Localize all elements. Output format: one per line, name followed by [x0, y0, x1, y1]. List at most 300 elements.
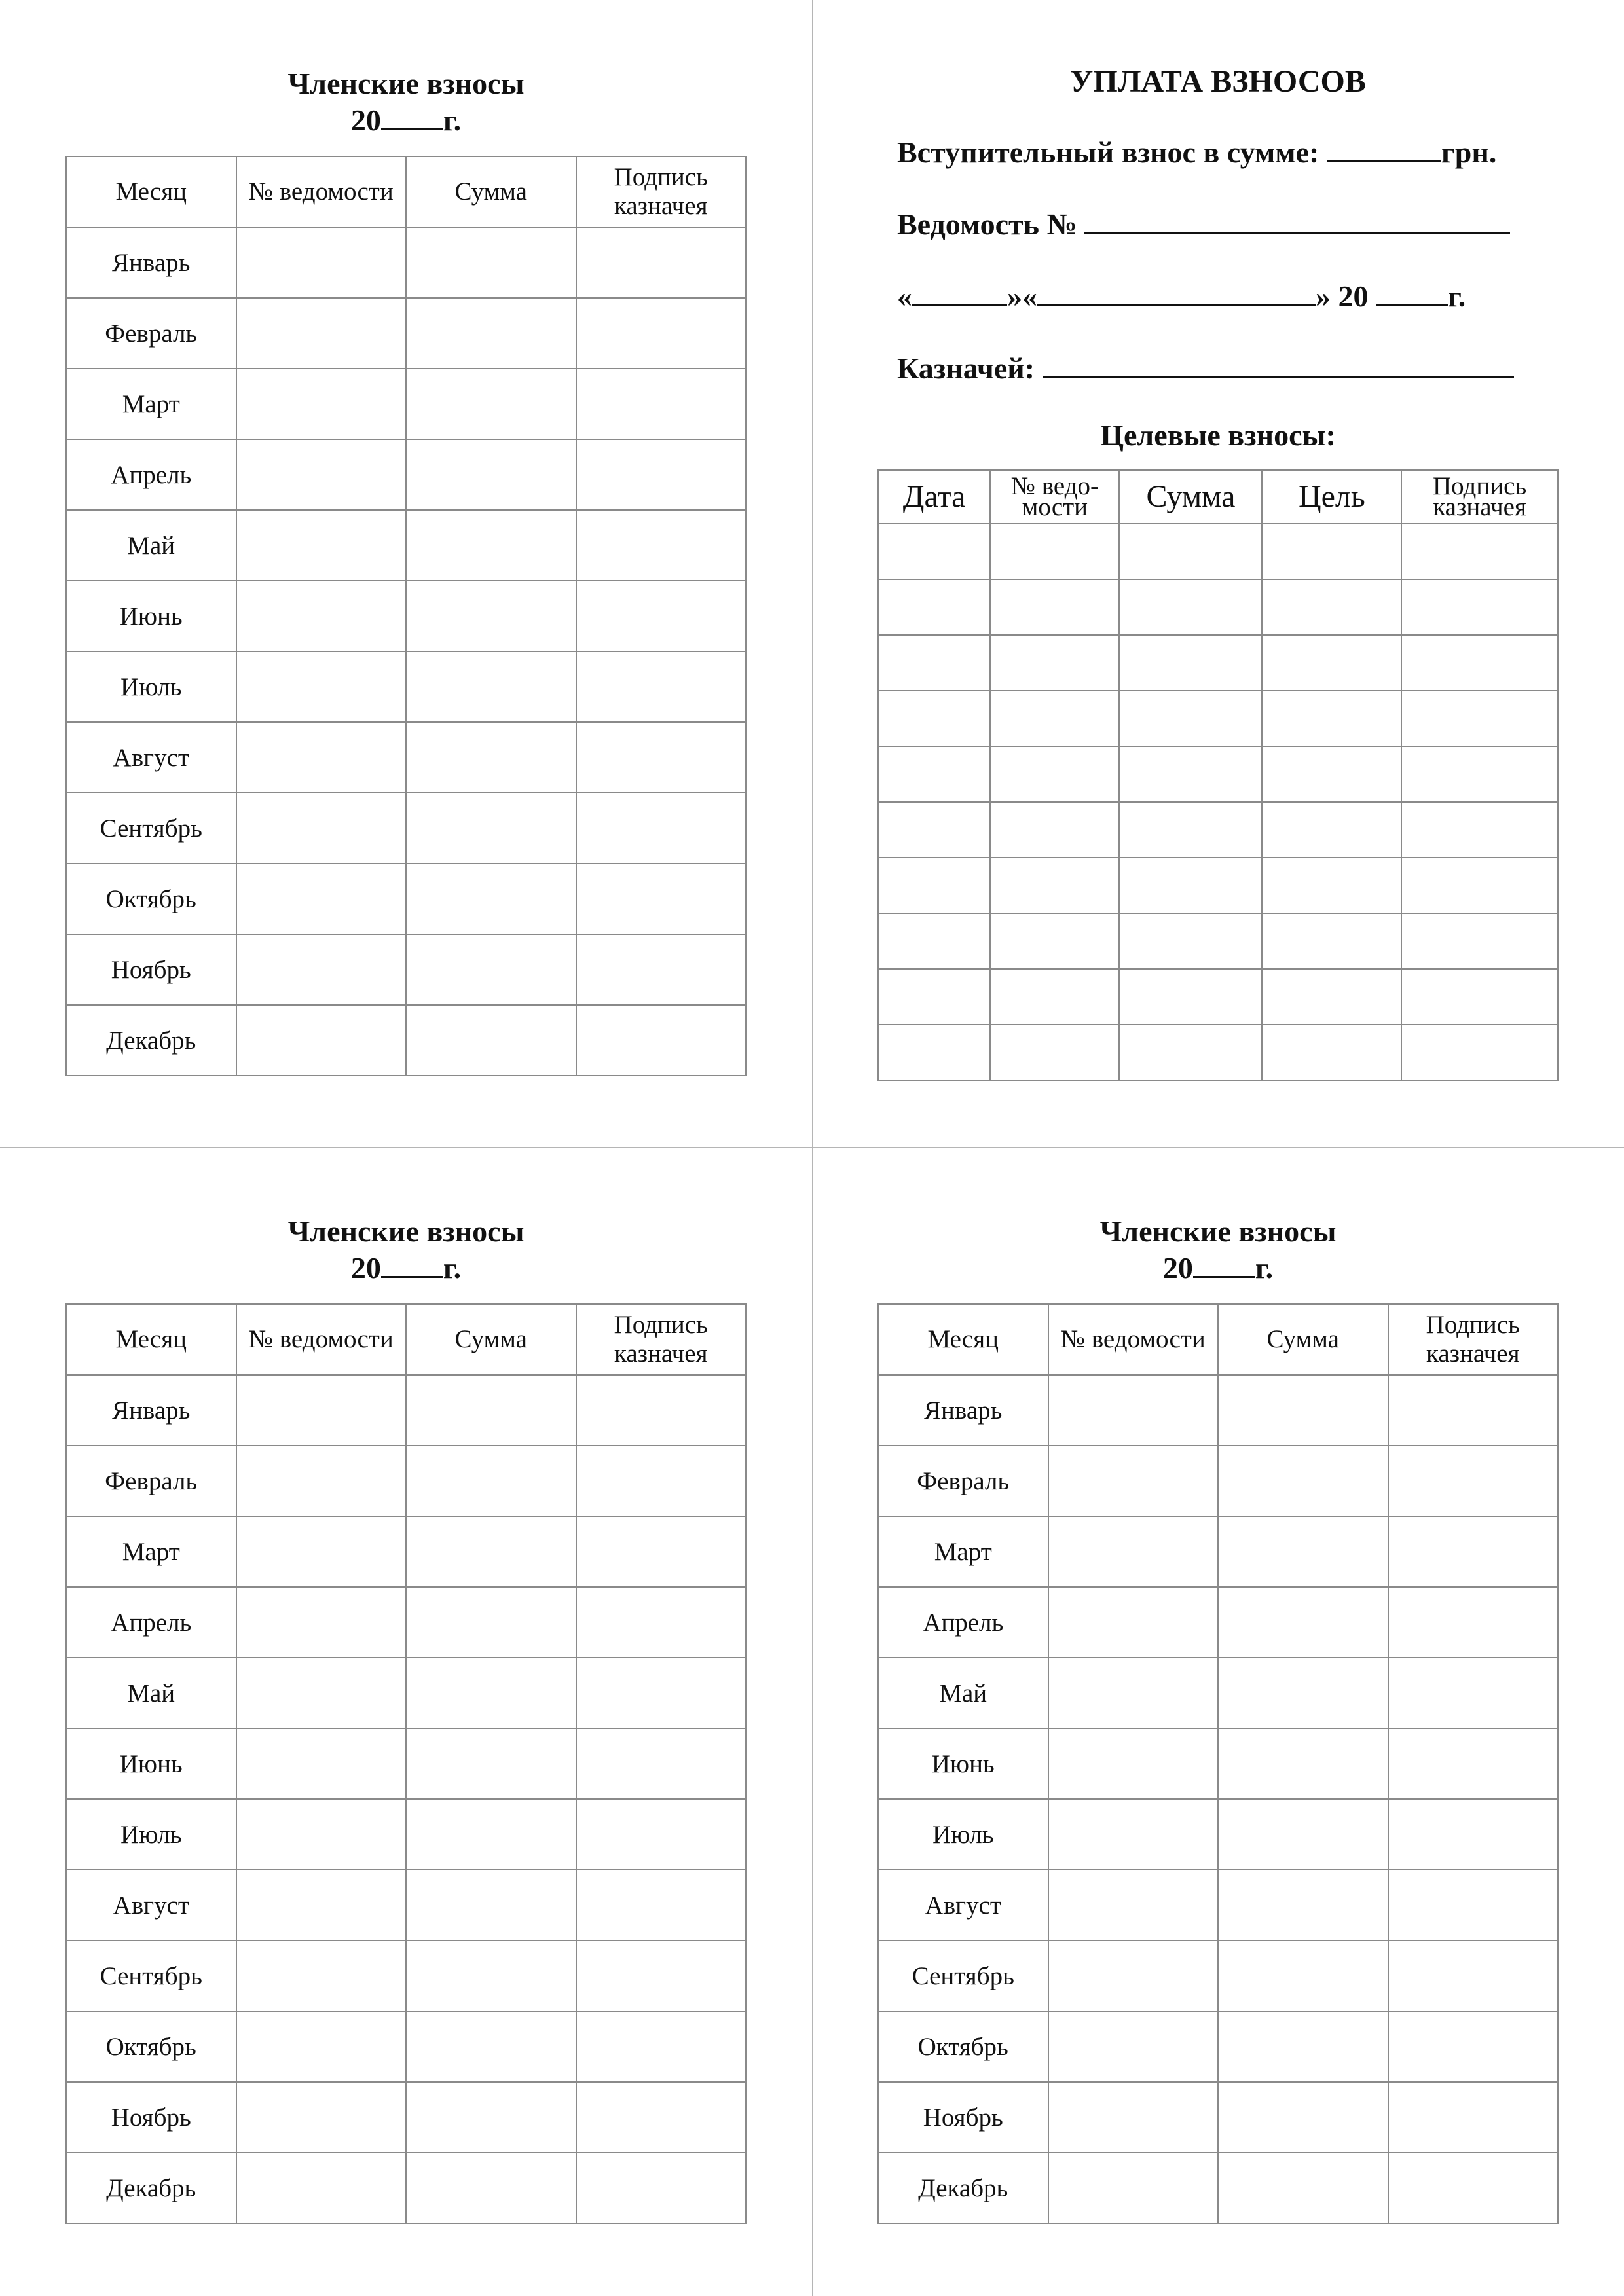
purpose-cell[interactable]: [1262, 913, 1401, 969]
purpose-cell[interactable]: [1262, 858, 1401, 913]
column-header-purpose: Цель: [1262, 470, 1401, 524]
table-row: [66, 793, 746, 864]
month-cell: Май: [66, 1658, 236, 1728]
column-header-month: Месяц: [878, 1304, 1048, 1375]
entry-fee-blank[interactable]: [1327, 137, 1441, 162]
date-middle-quotes: »«: [1007, 280, 1037, 313]
column-header-signature: Подпись казначея: [576, 1304, 747, 1375]
signature-cell[interactable]: [1401, 913, 1558, 969]
month-cell: Ноябрь: [878, 2082, 1048, 2153]
amount-cell[interactable]: [1218, 1516, 1388, 1587]
statement-cell[interactable]: [236, 793, 407, 864]
signature-cell[interactable]: [1401, 524, 1558, 579]
statement-cell[interactable]: [236, 864, 407, 934]
amount-cell[interactable]: [1119, 746, 1262, 802]
signature-cell[interactable]: [1388, 1799, 1559, 1870]
signature-cell[interactable]: [576, 1516, 747, 1587]
year-prefix: 20: [350, 1251, 381, 1285]
signature-cell[interactable]: [1388, 1587, 1559, 1658]
table-row: [878, 746, 1558, 802]
amount-cell[interactable]: [1119, 524, 1262, 579]
amount-cell[interactable]: [1218, 1799, 1388, 1870]
membership-title: Членские взносы: [287, 1214, 525, 1248]
year-prefix: 20: [1162, 1251, 1193, 1285]
statement-cell[interactable]: [236, 227, 407, 298]
column-header-signature: Подпись казначея: [1388, 1304, 1559, 1375]
column-header-amount: Сумма: [1218, 1304, 1388, 1375]
statement-cell[interactable]: [990, 913, 1119, 969]
signature-cell[interactable]: [1388, 1870, 1559, 1941]
amount-cell[interactable]: [1218, 1658, 1388, 1728]
year-line: [65, 102, 747, 139]
table-row: [66, 2153, 746, 2223]
table-header-row: [878, 470, 1558, 524]
signature-cell[interactable]: [1401, 969, 1558, 1025]
date-cell[interactable]: [878, 691, 990, 746]
signature-cell[interactable]: [576, 1587, 747, 1658]
table-row: [878, 1375, 1558, 1446]
date-cell[interactable]: [878, 746, 990, 802]
amount-cell[interactable]: [1218, 1587, 1388, 1658]
amount-cell[interactable]: [406, 227, 576, 298]
table-row: [66, 1587, 746, 1658]
year-suffix: г.: [443, 103, 462, 137]
table-row: [66, 510, 746, 581]
date-year-blank[interactable]: [1376, 281, 1448, 306]
amount-cell[interactable]: [406, 1587, 576, 1658]
signature-cell[interactable]: [576, 1005, 747, 1076]
target-fees-table: [877, 469, 1559, 1081]
table-row: [878, 1587, 1558, 1658]
table-row: [66, 1799, 746, 1870]
signature-cell[interactable]: [576, 2082, 747, 2153]
amount-cell[interactable]: [1218, 2153, 1388, 2223]
statement-cell[interactable]: [990, 746, 1119, 802]
table-row: [66, 1941, 746, 2011]
statement-cell[interactable]: [1048, 1516, 1219, 1587]
column-header-signature: Подпись казначея: [576, 156, 747, 227]
table-row: [878, 579, 1558, 635]
signature-cell[interactable]: [576, 1870, 747, 1941]
year-suffix: г.: [443, 1251, 462, 1285]
signature-cell[interactable]: [576, 934, 747, 1005]
table-row: [66, 227, 746, 298]
signature-cell[interactable]: [1401, 691, 1558, 746]
column-header-statement: № ведомости: [236, 156, 407, 227]
year-blank[interactable]: [381, 1252, 443, 1278]
table-row: [66, 1658, 746, 1728]
amount-cell[interactable]: [406, 1941, 576, 2011]
amount-cell[interactable]: [406, 1375, 576, 1446]
table-row: [878, 802, 1558, 858]
month-cell: Октябрь: [66, 864, 236, 934]
entry-fee-line: [897, 133, 1559, 172]
month-cell: Ноябрь: [66, 934, 236, 1005]
table-row: [878, 1728, 1558, 1799]
amount-cell[interactable]: [406, 298, 576, 369]
month-cell: Август: [66, 1870, 236, 1941]
table-row: [66, 1516, 746, 1587]
table-row: [66, 298, 746, 369]
table-row: [66, 581, 746, 651]
purpose-cell[interactable]: [1262, 1025, 1401, 1080]
statement-label: Ведомость №: [897, 208, 1077, 241]
membership-fees-card: [65, 65, 747, 1076]
statement-cell[interactable]: [236, 722, 407, 793]
amount-cell[interactable]: [406, 2153, 576, 2223]
month-cell: Август: [66, 722, 236, 793]
signature-cell[interactable]: [1388, 1516, 1559, 1587]
table-row: [878, 969, 1558, 1025]
amount-cell[interactable]: [406, 1728, 576, 1799]
signature-cell[interactable]: [576, 298, 747, 369]
month-cell: Сентябрь: [66, 1941, 236, 2011]
signature-cell[interactable]: [1388, 2153, 1559, 2223]
statement-cell[interactable]: [236, 298, 407, 369]
month-cell: Июнь: [66, 581, 236, 651]
table-row: [878, 1446, 1558, 1516]
month-cell: Апрель: [878, 1587, 1048, 1658]
amount-cell[interactable]: [1218, 1870, 1388, 1941]
month-cell: Январь: [66, 227, 236, 298]
statement-cell[interactable]: [236, 2082, 407, 2153]
column-header-statement: № ведомости: [236, 1304, 407, 1375]
statement-cell[interactable]: [1048, 2153, 1219, 2223]
table-row: [878, 2153, 1558, 2223]
column-header-month: Месяц: [66, 1304, 236, 1375]
month-cell: Сентябрь: [878, 1941, 1048, 2011]
date-cell[interactable]: [878, 858, 990, 913]
date-line: [897, 277, 1559, 316]
signature-cell[interactable]: [576, 1375, 747, 1446]
signature-cell[interactable]: [1401, 579, 1558, 635]
signature-cell[interactable]: [576, 1941, 747, 2011]
date-open-quote: «: [897, 280, 912, 313]
date-month-blank[interactable]: [1037, 281, 1316, 306]
month-cell: Декабрь: [878, 2153, 1048, 2223]
signature-cell[interactable]: [1388, 2082, 1559, 2153]
signature-cell[interactable]: [1401, 1025, 1558, 1080]
signature-cell[interactable]: [576, 369, 747, 439]
statement-cell[interactable]: [236, 581, 407, 651]
amount-cell[interactable]: [1119, 969, 1262, 1025]
amount-cell[interactable]: [406, 722, 576, 793]
year-line: [877, 1250, 1559, 1286]
signature-cell[interactable]: [1401, 635, 1558, 691]
treasurer-line: [897, 349, 1559, 388]
amount-cell[interactable]: [406, 1799, 576, 1870]
amount-cell[interactable]: [1218, 1728, 1388, 1799]
amount-cell[interactable]: [406, 1446, 576, 1516]
table-row: [878, 2011, 1558, 2082]
entry-fee-unit: грн.: [1441, 136, 1497, 169]
signature-cell[interactable]: [576, 651, 747, 722]
statement-cell[interactable]: [236, 369, 407, 439]
statement-cell[interactable]: [990, 969, 1119, 1025]
membership-table: [877, 1303, 1559, 2224]
purpose-cell[interactable]: [1262, 524, 1401, 579]
target-fees-title: Целевые взносы:: [1100, 418, 1336, 452]
statement-cell[interactable]: [990, 579, 1119, 635]
statement-cell[interactable]: [1048, 1941, 1219, 2011]
statement-cell[interactable]: [1048, 2011, 1219, 2082]
amount-cell[interactable]: [1119, 1025, 1262, 1080]
table-row: [878, 913, 1558, 969]
table-row: [66, 722, 746, 793]
year-line: [65, 1250, 747, 1286]
month-cell: Июнь: [878, 1728, 1048, 1799]
table-row: [878, 635, 1558, 691]
table-row: [66, 439, 746, 510]
date-cell[interactable]: [878, 524, 990, 579]
table-row: [878, 524, 1558, 579]
month-cell: Август: [878, 1870, 1048, 1941]
table-row: [66, 1728, 746, 1799]
statement-cell[interactable]: [236, 1516, 407, 1587]
date-close-quote: »: [1316, 280, 1331, 313]
month-cell: Сентябрь: [66, 793, 236, 864]
signature-cell[interactable]: [576, 510, 747, 581]
amount-cell[interactable]: [406, 439, 576, 510]
signature-cell[interactable]: [576, 793, 747, 864]
statement-cell[interactable]: [1048, 1658, 1219, 1728]
payment-title: УПЛАТА ВЗНОСОВ: [1070, 64, 1366, 99]
statement-cell[interactable]: [236, 1870, 407, 1941]
statement-cell[interactable]: [236, 2153, 407, 2223]
date-cell[interactable]: [878, 635, 990, 691]
date-cell[interactable]: [878, 802, 990, 858]
signature-cell[interactable]: [1388, 1728, 1559, 1799]
table-row: [878, 1658, 1558, 1728]
statement-cell[interactable]: [236, 1446, 407, 1516]
membership-title: Членские взносы: [1099, 1214, 1337, 1248]
statement-cell[interactable]: [236, 1941, 407, 2011]
month-cell: Октябрь: [878, 2011, 1048, 2082]
column-header-signature: Подпись казначея: [1401, 470, 1558, 524]
table-header-row: [878, 1304, 1558, 1375]
date-cell[interactable]: [878, 969, 990, 1025]
statement-blank[interactable]: [1084, 209, 1510, 234]
signature-cell[interactable]: [576, 439, 747, 510]
statement-cell[interactable]: [236, 1728, 407, 1799]
amount-cell[interactable]: [406, 934, 576, 1005]
signature-cell[interactable]: [576, 581, 747, 651]
month-cell: Июнь: [66, 1728, 236, 1799]
statement-cell[interactable]: [236, 651, 407, 722]
column-header-date: Дата: [878, 470, 990, 524]
treasurer-label: Казначей:: [897, 352, 1035, 385]
month-cell: Июль: [878, 1799, 1048, 1870]
statement-cell[interactable]: [236, 1587, 407, 1658]
statement-cell[interactable]: [990, 802, 1119, 858]
statement-cell[interactable]: [1048, 1587, 1219, 1658]
amount-cell[interactable]: [406, 793, 576, 864]
statement-cell[interactable]: [990, 691, 1119, 746]
amount-cell[interactable]: [1119, 858, 1262, 913]
table-row: [66, 369, 746, 439]
statement-cell[interactable]: [236, 1658, 407, 1728]
statement-cell[interactable]: [236, 934, 407, 1005]
purpose-cell[interactable]: [1262, 691, 1401, 746]
month-cell: Февраль: [66, 298, 236, 369]
membership-fees-card: [877, 1213, 1559, 2224]
amount-cell[interactable]: [406, 2082, 576, 2153]
table-row: [66, 934, 746, 1005]
table-row: [66, 1446, 746, 1516]
table-row: [878, 1516, 1558, 1587]
amount-cell[interactable]: [1119, 913, 1262, 969]
table-row: [878, 1025, 1558, 1080]
column-header-month: Месяц: [66, 156, 236, 227]
amount-cell[interactable]: [1218, 2082, 1388, 2153]
amount-cell[interactable]: [1218, 2011, 1388, 2082]
column-header-amount: Сумма: [406, 156, 576, 227]
table-row: [66, 864, 746, 934]
statement-cell[interactable]: [236, 439, 407, 510]
membership-fees-card: [65, 1213, 747, 2224]
amount-cell[interactable]: [1218, 1941, 1388, 2011]
signature-cell[interactable]: [576, 2153, 747, 2223]
signature-cell[interactable]: [576, 1799, 747, 1870]
month-cell: Май: [878, 1658, 1048, 1728]
signature-cell[interactable]: [576, 1728, 747, 1799]
statement-cell[interactable]: [1048, 1375, 1219, 1446]
month-cell: Март: [66, 369, 236, 439]
amount-cell[interactable]: [1119, 691, 1262, 746]
amount-cell[interactable]: [406, 1005, 576, 1076]
month-cell: Январь: [878, 1375, 1048, 1446]
purpose-cell[interactable]: [1262, 746, 1401, 802]
horizontal-fold-line: [0, 1147, 1624, 1148]
month-cell: Март: [66, 1516, 236, 1587]
column-header-statement: № ведомости: [1048, 1304, 1219, 1375]
statement-cell[interactable]: [236, 1005, 407, 1076]
statement-cell[interactable]: [236, 510, 407, 581]
statement-cell[interactable]: [236, 2011, 407, 2082]
table-header-row: [66, 1304, 746, 1375]
purpose-cell[interactable]: [1262, 802, 1401, 858]
amount-cell[interactable]: [1119, 635, 1262, 691]
signature-cell[interactable]: [1388, 1375, 1559, 1446]
table-row: [878, 691, 1558, 746]
month-cell: Март: [878, 1516, 1048, 1587]
signature-cell[interactable]: [576, 227, 747, 298]
table-row: [66, 1005, 746, 1076]
purpose-cell[interactable]: [1262, 635, 1401, 691]
statement-cell[interactable]: [990, 1025, 1119, 1080]
treasurer-blank[interactable]: [1043, 353, 1514, 378]
table-row: [66, 1375, 746, 1446]
amount-cell[interactable]: [406, 369, 576, 439]
entry-fee-label: Вступительный взнос в сумме:: [897, 136, 1320, 169]
month-cell: Июль: [66, 1799, 236, 1870]
amount-cell[interactable]: [406, 864, 576, 934]
amount-cell[interactable]: [1218, 1375, 1388, 1446]
date-year-suffix: г.: [1448, 280, 1466, 313]
column-header-amount: Сумма: [406, 1304, 576, 1375]
amount-cell[interactable]: [1119, 802, 1262, 858]
statement-cell[interactable]: [236, 1375, 407, 1446]
month-cell: Декабрь: [66, 2153, 236, 2223]
statement-cell[interactable]: [1048, 1728, 1219, 1799]
amount-cell[interactable]: [1119, 579, 1262, 635]
table-row: [66, 2011, 746, 2082]
amount-cell[interactable]: [406, 651, 576, 722]
statement-cell[interactable]: [1048, 1799, 1219, 1870]
signature-cell[interactable]: [576, 864, 747, 934]
signature-cell[interactable]: [1401, 746, 1558, 802]
month-cell: Ноябрь: [66, 2082, 236, 2153]
amount-cell[interactable]: [406, 581, 576, 651]
year-blank[interactable]: [381, 105, 443, 130]
date-day-blank[interactable]: [912, 281, 1007, 306]
signature-cell[interactable]: [576, 2011, 747, 2082]
date-year-prefix: 20: [1338, 280, 1369, 313]
purpose-cell[interactable]: [1262, 969, 1401, 1025]
amount-cell[interactable]: [406, 510, 576, 581]
membership-table: [65, 156, 747, 1076]
signature-cell[interactable]: [1401, 802, 1558, 858]
month-cell: Январь: [66, 1375, 236, 1446]
signature-cell[interactable]: [576, 722, 747, 793]
table-row: [878, 858, 1558, 913]
amount-cell[interactable]: [406, 2011, 576, 2082]
statement-cell[interactable]: [1048, 2082, 1219, 2153]
signature-cell[interactable]: [576, 1658, 747, 1728]
column-header-statement: № ведо- мости: [990, 470, 1119, 524]
statement-cell[interactable]: [1048, 1446, 1219, 1516]
month-cell: Февраль: [878, 1446, 1048, 1516]
table-row: [66, 1870, 746, 1941]
purpose-cell[interactable]: [1262, 579, 1401, 635]
signature-cell[interactable]: [1388, 1658, 1559, 1728]
amount-cell[interactable]: [406, 1516, 576, 1587]
month-cell: Май: [66, 510, 236, 581]
statement-cell[interactable]: [990, 858, 1119, 913]
amount-cell[interactable]: [406, 1870, 576, 1941]
month-cell: Декабрь: [66, 1005, 236, 1076]
membership-title: Членские взносы: [287, 67, 525, 100]
date-cell[interactable]: [878, 1025, 990, 1080]
statement-cell[interactable]: [990, 524, 1119, 579]
statement-line: [897, 205, 1559, 244]
amount-cell[interactable]: [406, 1658, 576, 1728]
month-cell: Февраль: [66, 1446, 236, 1516]
month-cell: Июль: [66, 651, 236, 722]
date-cell[interactable]: [878, 913, 990, 969]
payment-card: [877, 62, 1559, 1081]
year-prefix: 20: [350, 103, 381, 137]
signature-cell[interactable]: [1388, 1941, 1559, 2011]
year-suffix: г.: [1255, 1251, 1274, 1285]
column-header-amount: Сумма: [1119, 470, 1262, 524]
amount-cell[interactable]: [1218, 1446, 1388, 1516]
table-row: [66, 651, 746, 722]
table-row: [66, 2082, 746, 2153]
statement-cell[interactable]: [1048, 1870, 1219, 1941]
statement-cell[interactable]: [236, 1799, 407, 1870]
signature-cell[interactable]: [576, 1446, 747, 1516]
statement-cell[interactable]: [990, 635, 1119, 691]
signature-cell[interactable]: [1401, 858, 1558, 913]
table-row: [878, 2082, 1558, 2153]
date-cell[interactable]: [878, 579, 990, 635]
month-cell: Октябрь: [66, 2011, 236, 2082]
signature-cell[interactable]: [1388, 2011, 1559, 2082]
signature-cell[interactable]: [1388, 1446, 1559, 1516]
year-blank[interactable]: [1193, 1252, 1255, 1278]
table-row: [878, 1799, 1558, 1870]
